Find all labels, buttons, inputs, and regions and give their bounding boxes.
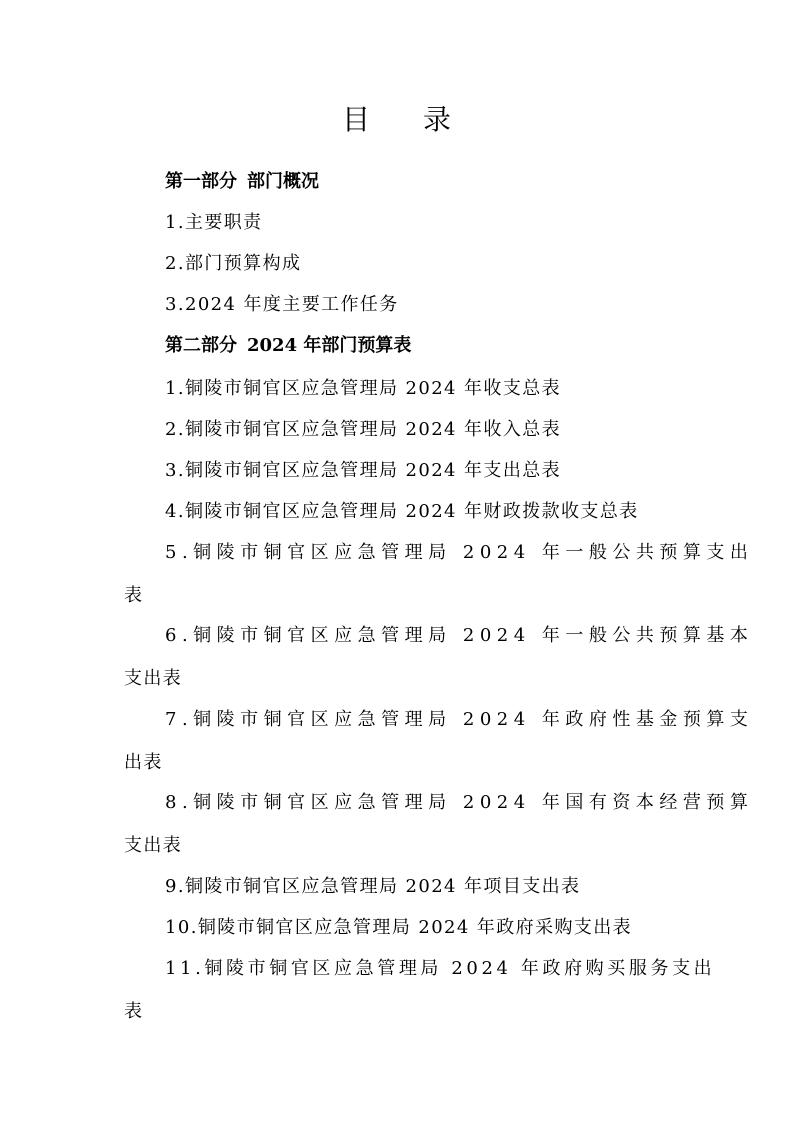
toc-item: 2.部门预算构成	[165, 253, 302, 274]
toc-item: 9.铜陵市铜官区应急管理局 2024 年项目支出表	[165, 876, 581, 897]
part2-name: 2024 年部门预算表	[247, 335, 412, 356]
toc-item: 11.铜陵市铜官区应急管理局 2024 年政府购买服务支出	[165, 958, 716, 979]
toc-item: 1.铜陵市铜官区应急管理局 2024 年收支总表	[165, 378, 562, 399]
toc-item: 2.铜陵市铜官区应急管理局 2024 年收入总表	[165, 419, 562, 440]
toc-item-continuation: 出表	[124, 752, 163, 773]
toc-item: 10.铜陵市铜官区应急管理局 2024 年政府采购支出表	[165, 917, 633, 938]
toc-item: 5.铜陵市铜官区应急管理局 2024 年一般公共预算支出	[165, 542, 754, 563]
toc-item: 3.2024 年度主要工作任务	[165, 294, 399, 315]
toc-item: 3.铜陵市铜官区应急管理局 2024 年支出总表	[165, 460, 562, 481]
toc-item: 8.铜陵市铜官区应急管理局 2024 年国有资本经营预算	[165, 792, 754, 813]
toc-item: 7.铜陵市铜官区应急管理局 2024 年政府性基金预算支	[165, 709, 754, 730]
toc-item-continuation: 支出表	[124, 668, 183, 689]
toc-item: 6.铜陵市铜官区应急管理局 2024 年一般公共预算基本	[165, 625, 754, 646]
toc-title: 目 录	[342, 103, 473, 136]
part1-heading	[165, 168, 319, 196]
toc-item-continuation: 表	[124, 1001, 144, 1022]
toc-item-continuation: 表	[124, 585, 144, 606]
toc-item: 1.主要职责	[165, 212, 263, 233]
part1-name: 部门概况	[247, 171, 319, 192]
toc-item-continuation: 支出表	[124, 835, 183, 856]
part1-label: 第一部分	[165, 171, 237, 192]
toc-item: 4.铜陵市铜官区应急管理局 2024 年财政拨款收支总表	[165, 501, 639, 522]
part2-label: 第二部分	[165, 335, 237, 356]
part2-heading	[165, 332, 411, 360]
